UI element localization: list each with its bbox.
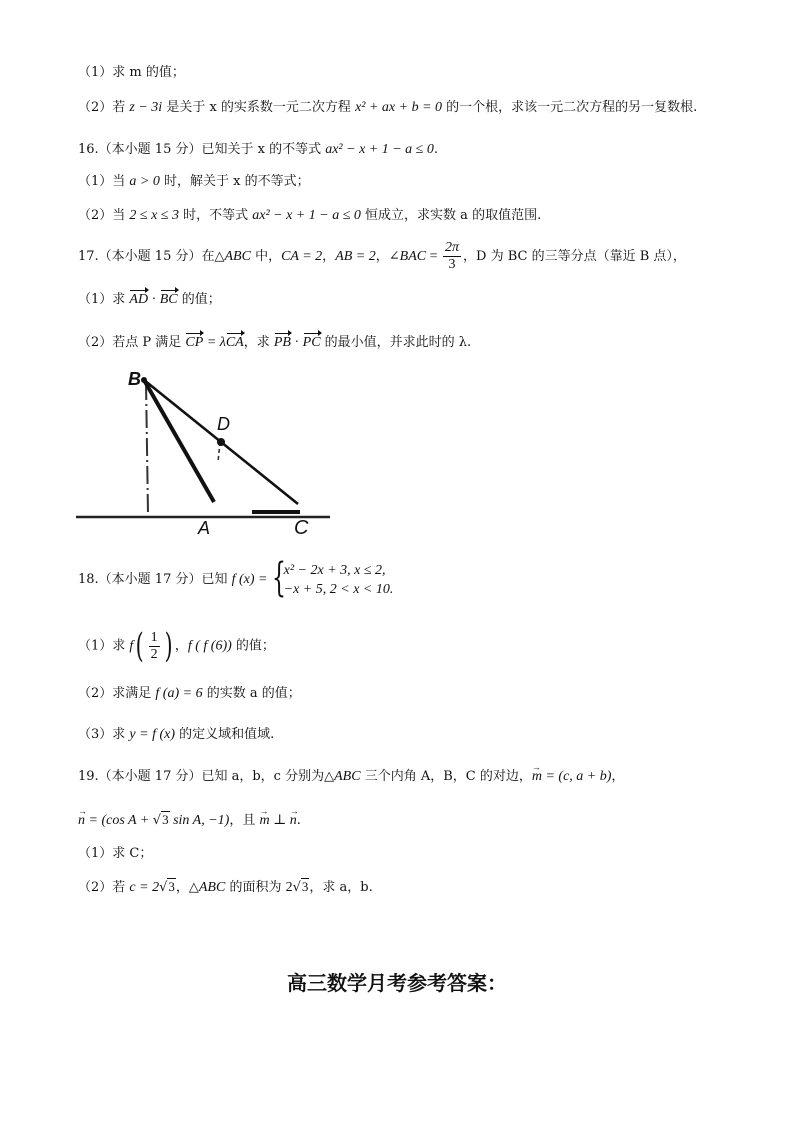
vector-n: → n bbox=[78, 812, 85, 830]
angle-fraction: $\frac{2\pi}{3}$ bbox=[445, 240, 460, 272]
answer-title: 高三数学月考参考答案： bbox=[287, 971, 507, 995]
q15-part1: （1）求 m 的值； bbox=[78, 65, 185, 80]
q15-part2: （2）若 z − 3i 是关于 x 的实系数一元二次方程 x² + ax + b = 0 的一个根，求该一元二次方程的另一复数根. bbox=[78, 100, 698, 115]
point-d bbox=[217, 438, 225, 446]
q18-stem: 18.（本小题 17 分）已知 f (x) = { x² − 2x + 3, x ≤ 2, −x + 5, 2 < x < 10. bbox=[78, 554, 394, 601]
vector-cp: CP bbox=[185, 335, 204, 350]
q16-stem: 16.（本小题 15 分）已知关于 x 的不等式 ax² − x + 1 − a ≤ 0. bbox=[78, 142, 439, 157]
q16-part2: （2）当 2 ≤ x ≤ 3 时，不等式 ax² − x + 1 − a ≤ 0 恒成立，求实数 a 的取值范围. bbox=[78, 208, 542, 223]
q16-part1: （1）当 a > 0 时，解关于 x 的不等式； bbox=[78, 174, 310, 189]
q17-part2: （2）若点 P 满足 CP = λCA，求 PB · PC 的最小值，并求此时的 λ. bbox=[78, 335, 472, 350]
triangle-figure bbox=[72, 362, 342, 542]
vector-pc: PC bbox=[302, 335, 321, 350]
label-c: C bbox=[294, 517, 309, 539]
label-b: B bbox=[128, 369, 141, 389]
q18-part3: （3）求 y = f (x) 的定义域和值域. bbox=[78, 727, 275, 742]
segment-ba bbox=[144, 380, 214, 502]
q19-part1: （1）求 C； bbox=[78, 846, 153, 861]
q19-stem: 19.（本小题 17 分）已知 a，b，c 分别为△ABC 三个内角 A，B，C 的对边，→ m = (c, a + b)， bbox=[78, 768, 624, 786]
vector-m: → m bbox=[532, 768, 542, 786]
q15-root-expr: z − 3i bbox=[129, 100, 163, 115]
label-a: A bbox=[198, 518, 211, 538]
q19-part2: （2）若 c = 2√3，△ABC 的面积为 2√3，求 a，b. bbox=[78, 879, 373, 895]
q15-quadratic-eq: x² + ax + b = 0 bbox=[355, 100, 443, 115]
vector-bc: BC bbox=[159, 292, 178, 307]
half-fraction: $\frac{1}{2}$ bbox=[150, 629, 158, 662]
q16-inequality: ax² − x + 1 − a ≤ 0 bbox=[325, 142, 434, 157]
altitude-line bbox=[146, 382, 148, 514]
q19-vector-n: → n = (cos A + √3 sin A, −1)，且 → m ⊥ → n. bbox=[78, 811, 301, 830]
label-d: D bbox=[217, 414, 230, 434]
vector-pb: PB bbox=[273, 335, 291, 350]
q17-part1: （1）求 AD · BC 的值； bbox=[78, 292, 221, 307]
point-b bbox=[141, 377, 147, 383]
piecewise-cases: { x² − 2x + 3, x ≤ 2, −x + 5, 2 < x < 10. bbox=[271, 554, 394, 601]
q18-part1: （1）求 f( $\frac{1}{2}$ ) ，f ( f (6)) 的值； bbox=[78, 626, 275, 666]
q18-part2: （2）求满足 f (a) = 6 的实数 a 的值； bbox=[78, 686, 301, 701]
q17-stem: 17.（本小题 15 分）在△ABC 中，CA = 2，AB = 2，∠BAC = $\frac{2\pi}{3}$ ，D 为 BC 的三等分点（靠近 B 点）， bbox=[78, 240, 686, 272]
vector-ca: CA bbox=[225, 335, 244, 350]
vector-ad: AD bbox=[129, 292, 149, 307]
